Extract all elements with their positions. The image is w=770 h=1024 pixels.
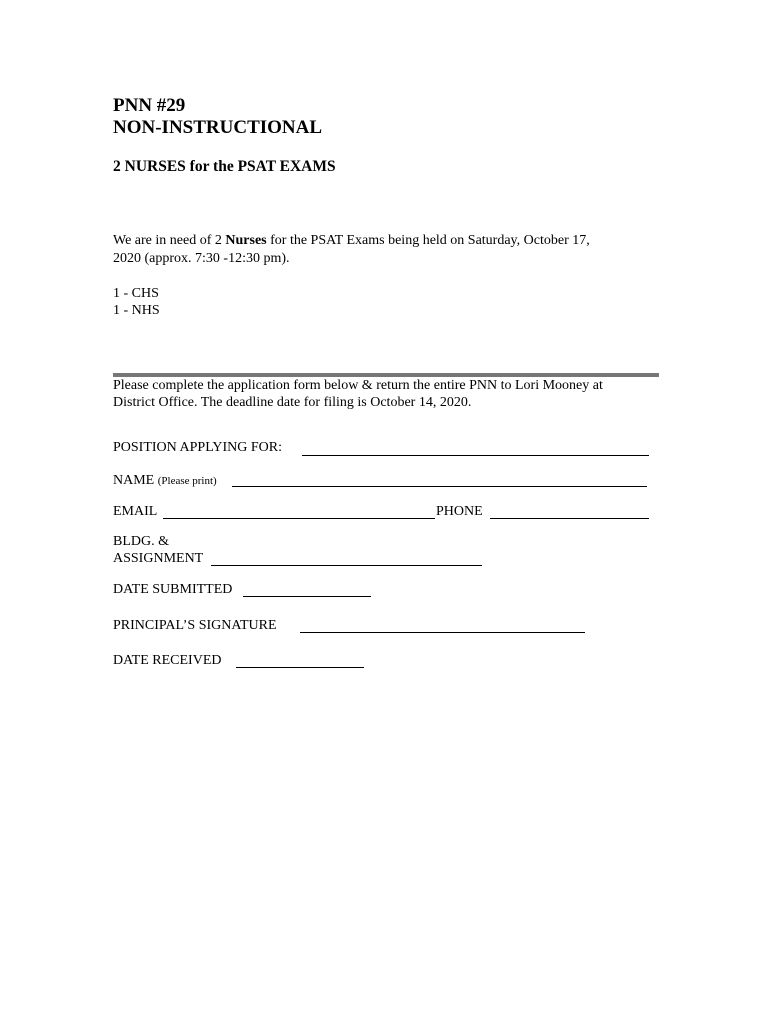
bldg-label-line-1: BLDG. & [113, 534, 169, 549]
name-underline [232, 486, 647, 487]
position-field-label: POSITION APPLYING FOR: [113, 440, 282, 455]
name-hint: (Please print) [157, 475, 217, 487]
date-received-field-label: DATE RECEIVED [113, 653, 222, 668]
principal-signature-field-label: PRINCIPAL’S SIGNATURE [113, 618, 277, 633]
pnn-number-heading: PNN #29 [113, 95, 186, 116]
instructions-line-1: Please complete the application form below & return the entire PNN to Lori Mooney at [113, 378, 603, 393]
posting-subtitle: 2 NURSES for the PSAT EXAMS [113, 158, 336, 175]
phone-field-label: PHONE [436, 504, 483, 519]
name-field-label [113, 472, 217, 490]
intro-text-prefix: We are in need of 2 [113, 233, 226, 248]
date-submitted-field-label: DATE SUBMITTED [113, 582, 233, 597]
location-item: 1 - CHS [113, 286, 159, 301]
assignment-input[interactable] [213, 548, 480, 564]
principal-signature-underline [300, 632, 585, 633]
date-received-input[interactable] [238, 650, 362, 666]
phone-input[interactable] [492, 501, 647, 517]
intro-paragraph-line-1 [113, 232, 590, 250]
assignment-field-label: ASSIGNMENT [113, 551, 204, 566]
email-field-label: EMAIL [113, 504, 158, 519]
location-item: 1 - NHS [113, 303, 160, 318]
intro-text-suffix: for the PSAT Exams being held on Saturday, October 17, [266, 233, 590, 248]
intro-paragraph-line-2: 2020 (approx. 7:30 -12:30 pm). [113, 251, 290, 266]
principal-signature-input[interactable] [302, 615, 583, 631]
date-received-underline [236, 667, 364, 668]
position-underline [302, 455, 649, 456]
name-label: NAME [113, 473, 155, 488]
date-submitted-input[interactable] [245, 579, 369, 595]
date-submitted-underline [243, 596, 371, 597]
position-input[interactable] [304, 438, 647, 454]
pnn-type-heading: NON-INSTRUCTIONAL [113, 117, 323, 138]
instructions-line-2: District Office. The deadline date for filing is October 14, 2020. [113, 395, 472, 410]
intro-text-bold: Nurses [225, 233, 267, 248]
name-input[interactable] [234, 469, 645, 485]
email-input[interactable] [165, 501, 433, 517]
email-underline [163, 518, 435, 519]
phone-underline [490, 518, 649, 519]
assignment-underline [211, 565, 482, 566]
